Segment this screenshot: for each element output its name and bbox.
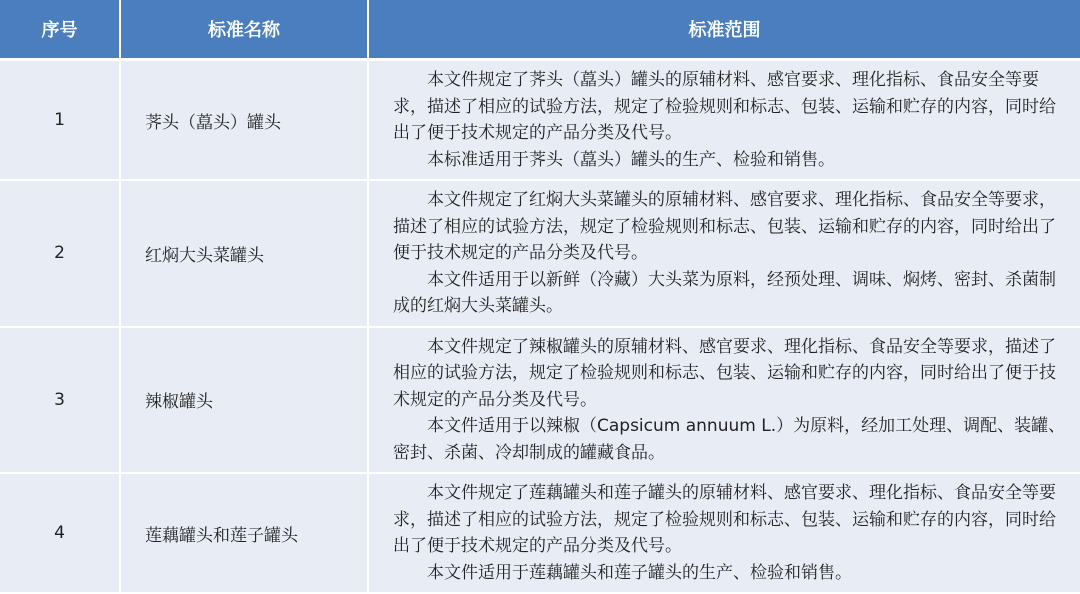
scope-paragraph: 本文件适用于莲藕罐头和莲子罐头的生产、检验和销售。 (427, 562, 852, 583)
table-body (0, 60, 1080, 594)
scope-paragraph: 本文件适用于以新鲜（冷藏）大头菜为原料，经预处理、调味、焖烤、密封、杀菌制成的红焖大头菜罐头。 (393, 269, 1056, 316)
table-row (0, 60, 1080, 181)
row-standard-scope (368, 473, 1080, 593)
row-standard-name: 荠头（藠头）罐头 (120, 60, 368, 181)
scope-paragraph: 本文件适用于以辣椒（Capsicum annuum L.）为原料，经加工处理、调配、装罐、密封、杀菌、冷却制成的罐藏食品。 (393, 416, 1066, 463)
header-serial-number: 序号 (0, 0, 120, 60)
header-row (0, 0, 1080, 60)
scope-paragraph: 本文件规定了莲藕罐头和莲子罐头的原辅材料、感官要求、理化指标、食品安全等要求，描述了相应的试验方法，规定了检验规则和标志、包装、运输和贮存的内容，同时给出了便于技术规定的产品分类及代号。 (393, 483, 1056, 556)
table-row (0, 327, 1080, 474)
header-standard-scope: 标准范围 (368, 0, 1080, 60)
table-header (0, 0, 1080, 60)
row-standard-scope (368, 180, 1080, 327)
row-serial-number: 3 (0, 327, 120, 474)
scope-paragraph: 本文件规定了红焖大头菜罐头的原辅材料、感官要求、理化指标、食品安全等要求，描述了相应的试验方法，规定了检验规则和标志、包装、运输和贮存的内容，同时给出了便于技术规定的产品分类及代号。 (393, 190, 1056, 263)
header-standard-name: 标准名称 (120, 0, 368, 60)
table-row (0, 180, 1080, 327)
row-standard-scope (368, 327, 1080, 474)
row-standard-name: 红焖大头菜罐头 (120, 180, 368, 327)
row-serial-number: 4 (0, 473, 120, 593)
scope-paragraph: 本文件规定了荠头（藠头）罐头的原辅材料、感官要求、理化指标、食品安全等要求，描述了相应的试验方法，规定了检验规则和标志、包装、运输和贮存的内容，同时给出了便于技术规定的产品分类及代号。 (393, 70, 1056, 143)
row-serial-number: 2 (0, 180, 120, 327)
table-row (0, 473, 1080, 593)
scope-paragraph: 本文件规定了辣椒罐头的原辅材料、感官要求、理化指标、食品安全等要求，描述了相应的试验方法，规定了检验规则和标志、包装、运输和贮存的内容，同时给出了便于技术规定的产品分类及代号。 (393, 336, 1056, 410)
row-serial-number: 1 (0, 60, 120, 181)
row-standard-scope (368, 60, 1080, 181)
row-standard-name: 辣椒罐头 (120, 327, 368, 474)
scope-paragraph: 本标准适用于荠头（藠头）罐头的生产、检验和销售。 (427, 149, 835, 170)
row-standard-name: 莲藕罐头和莲子罐头 (120, 473, 368, 593)
